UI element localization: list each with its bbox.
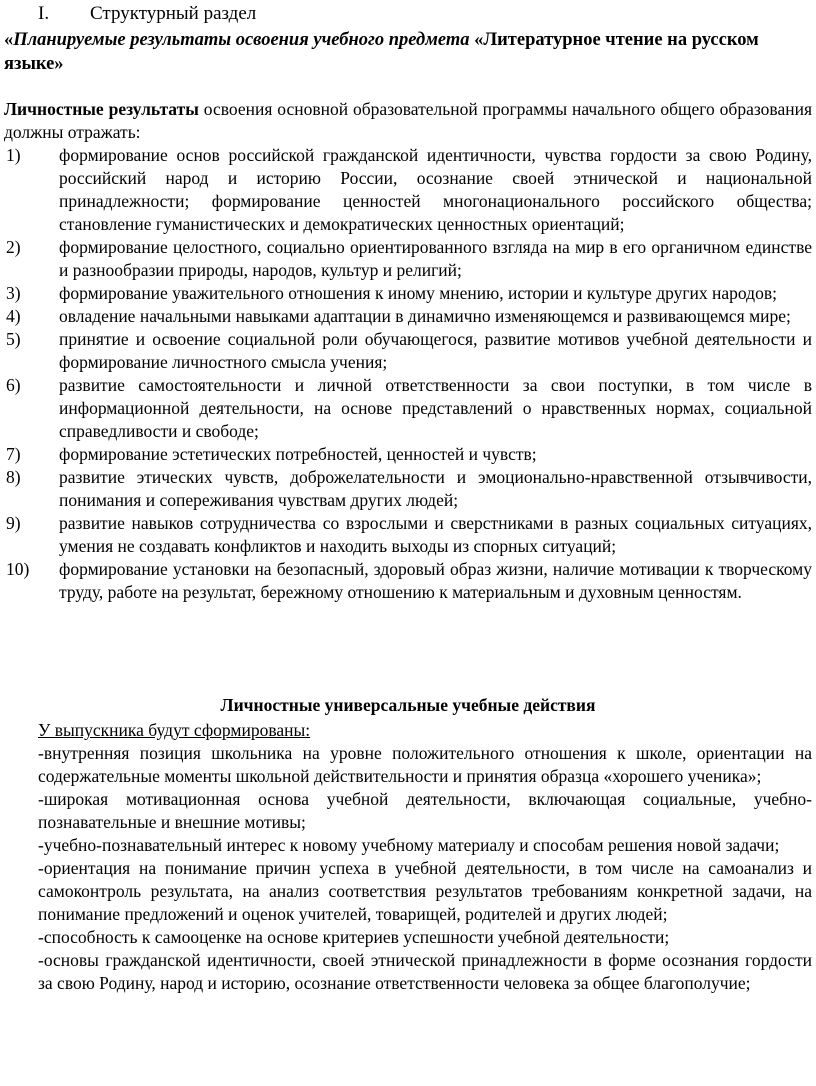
- section-heading: [38, 2, 256, 26]
- list-item-number: 6): [6, 375, 21, 395]
- list-item-text: формирование установки на безопасный, здоровый образ жизни, наличие мотивации к творческому труду, работе на результат, бережному отношению к материальным и духовным ценностям.: [59, 559, 812, 602]
- uud-subheading: У выпускника будут сформированы:: [38, 720, 311, 740]
- list-item-text: формирование основ российской гражданской идентичности, чувства гордости за свою Родину, российский народ и историю России, осознание своей этнической и национальной принадлежности; формирование ценностей многонационального российского общества; становление гуманистических и демократических ценностных ориентаций;: [59, 145, 812, 234]
- personal-outcomes-list: [0, 144, 812, 604]
- list-item-text: формирование эстетических потребностей, ценностей и чувств;: [59, 444, 537, 464]
- list-item-number: 3): [6, 283, 21, 303]
- section-number: I.: [38, 3, 50, 24]
- list-item: [0, 558, 812, 604]
- list-item-text: развитие самостоятельности и личной ответственности за свои поступки, в том числе в информационной деятельности, на основе представлений о нравственных нормах, социальной справедливости и свободе;: [59, 375, 812, 441]
- intro-text: освоения основной образовательной программы начального общего образования должны отражать:: [4, 99, 812, 142]
- list-item: [0, 443, 812, 466]
- list-item-text: развитие этических чувств, доброжелательности и эмоционально-нравственной отзывчивости, понимания и сопереживания чувствам других людей;: [59, 467, 812, 510]
- intro-paragraph: [4, 98, 812, 144]
- list-item: [0, 466, 812, 512]
- uud-item: -широкая мотивационная основа учебной деятельности, включающая социальные, учебно-познавательные и внешние мотивы;: [38, 789, 812, 832]
- list-item-number: 2): [6, 237, 21, 257]
- uud-list: [38, 742, 812, 995]
- list-item: [0, 236, 812, 282]
- list-item-text: принятие и освоение социальной роли обучающегося, развитие мотивов учебной деятельности и формирование личностного смысла учения;: [59, 329, 812, 372]
- title-italic-part: Планируемые результаты освоения учебного предмета: [13, 30, 470, 50]
- uud-item: -учебно-познавательный интерес к новому учебному материалу и способам решения новой задачи;: [38, 835, 780, 855]
- list-item: [0, 144, 812, 236]
- list-item: [0, 305, 812, 328]
- list-item: [0, 282, 812, 305]
- list-item-number: 5): [6, 329, 21, 349]
- list-item: [0, 374, 812, 443]
- list-item-text: формирование уважительного отношения к иному мнению, истории и культуре других народов;: [59, 283, 777, 303]
- list-item-text: овладение начальными навыками адаптации в динамично изменяющемся и развивающемся мире;: [59, 306, 791, 326]
- list-item-number: 7): [6, 444, 21, 464]
- uud-heading: Личностные универсальные учебные действия: [220, 695, 596, 715]
- uud-item: -внутренняя позиция школьника на уровне положительного отношения к школе, ориентации на содержательные моменты школьной действительности и принятия образца «хорошего ученика»;: [38, 743, 812, 786]
- intro-bold-term: Личностные результаты: [4, 99, 199, 119]
- list-item-text: развитие навыков сотрудничества со взрослыми и сверстниками в разных социальных ситуациях, умения не создавать конфликтов и находить выходы из спорных ситуаций;: [59, 513, 812, 556]
- uud-item: -способность к самооценке на основе критериев успешности учебной деятельности;: [38, 927, 670, 947]
- list-item: [0, 328, 812, 374]
- document-title: [4, 28, 812, 76]
- title-subject: «Литературное чтение на русском языке»: [4, 30, 759, 74]
- title-open-quote: «: [4, 30, 14, 50]
- list-item-text: формирование целостного, социально ориентированного взгляда на мир в его органичном единстве и разнообразии природы, народов, культур и религий;: [59, 237, 812, 280]
- uud-item: -ориентация на понимание причин успеха в учебной деятельности, в том числе на самоанализ и самоконтроль результата, на анализ соответствия результатов требованиям конкретной задачи, на понимание предложений и оценок учителей, товарищей, родителей и других людей;: [38, 858, 812, 924]
- list-item-number: 4): [6, 306, 21, 326]
- uud-item: -основы гражданской идентичности, своей этнической принадлежности в форме осознания гордости за свою Родину, народ и историю, осознание ответственности человека за общее благополучие;: [38, 950, 812, 993]
- list-item-number: 10): [6, 559, 30, 579]
- section-title: Структурный раздел: [90, 3, 257, 24]
- list-item: [0, 512, 812, 558]
- list-item-number: 9): [6, 513, 21, 533]
- list-item-number: 1): [6, 145, 21, 165]
- list-item-number: 8): [6, 467, 21, 487]
